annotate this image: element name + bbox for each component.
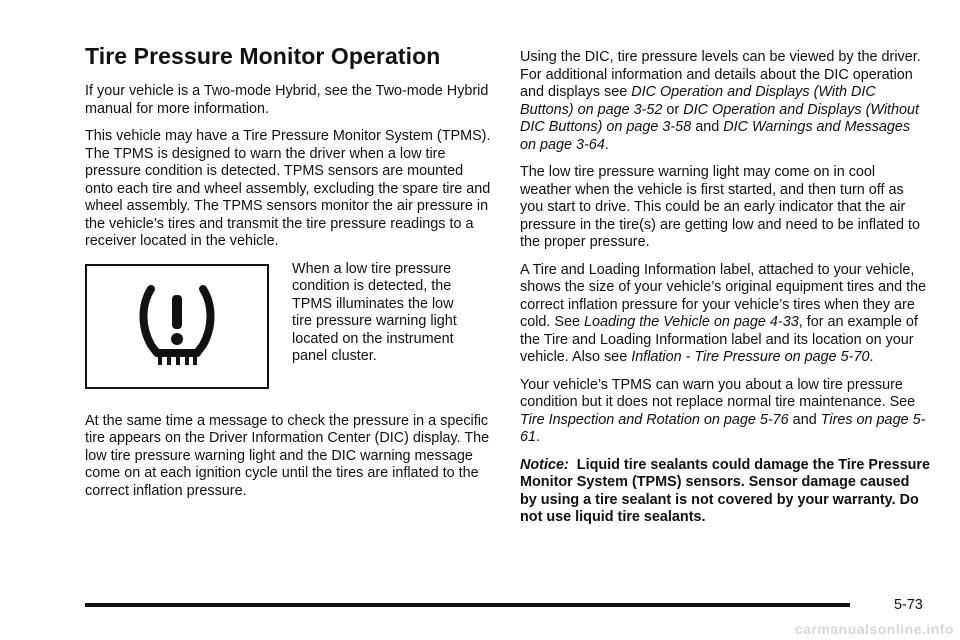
text-run: A Tire and Loading Information label, attached to your vehicle, shows the size of your vehicle’s original equipment tires and the correct inflation pressure for your vehicle’s tires when they are cold. See bbox=[520, 261, 927, 330]
text-run: and bbox=[691, 119, 724, 135]
tpms-warning-light-icon bbox=[85, 264, 269, 389]
ref-tires[interactable]: Tires on page 5-61 bbox=[520, 411, 926, 445]
ref-dic-with-buttons[interactable]: DIC Operation and Displays (With DIC Buttons) on page 3-52 bbox=[520, 84, 876, 118]
text-run: . bbox=[604, 136, 609, 153]
tpms-symbol bbox=[127, 281, 227, 371]
ref-dic-warnings[interactable]: DIC Warnings and Messages on page 3-64 bbox=[520, 119, 911, 153]
page-title: Tire Pressure Monitor Operation bbox=[85, 43, 441, 69]
text-run: . bbox=[536, 429, 541, 445]
dic-message-paragraph: At the same time a message to check the pressure in a specific tire appears on the Driver Information Center (DIC) display. The low tire pressure warning light and the DIC warning message come on at each ignition cycle until the tires are inflated to the correct inflation pressure. bbox=[85, 412, 490, 499]
text-run: Using the DIC, tire pressure levels can be viewed by the driver. For additional information and details about the DIC operation and displays see bbox=[520, 49, 921, 100]
ref-inflation[interactable]: Inflation - Tire Pressure on page 5-70 bbox=[631, 349, 870, 365]
page-number: 5-73 bbox=[894, 597, 923, 613]
notice-paragraph bbox=[520, 457, 930, 527]
footer-rule bbox=[85, 603, 850, 607]
loading-label-paragraph bbox=[520, 262, 930, 367]
dic-paragraph bbox=[520, 49, 930, 154]
hybrid-paragraph: If your vehicle is a Two-mode Hybrid, see the Two-mode Hybrid manual for more information. bbox=[85, 83, 489, 117]
left-column bbox=[85, 42, 492, 510]
cool-weather-paragraph: The low tire pressure warning light may come on in cool weather when the vehicle is first started, and then turn off as you start to drive. This could be an early indicator that the air pressure in the tire(s) are getting low and need to be inflated to the proper pressure. bbox=[520, 164, 920, 250]
warning-light-figure bbox=[85, 261, 492, 389]
text-run: or bbox=[662, 101, 684, 118]
ref-dic-without-buttons[interactable]: DIC Operation and Displays (Without DIC Buttons) on page 3-58 bbox=[520, 101, 920, 135]
tpms-intro-paragraph: This vehicle may have a Tire Pressure Monitor System (TPMS). The TPMS is designed to warn the driver when a low tire pressure condition is detected. TPMS sensors are mounted onto each tire and wheel assembly, excluding the spare tire and wheel assembly. The TPMS sensors monitor the air pressure in the vehicle’s tires and transmit the tire pressure readings to a receiver located in the vehicle. bbox=[85, 128, 491, 249]
figure-caption: When a low tire pressure condition is detected, the TPMS illuminates the low tire pressure warning light located on the instrument panel cluster. bbox=[292, 260, 457, 364]
right-column bbox=[520, 49, 930, 537]
watermark: carmanualsonline.info bbox=[794, 621, 954, 637]
ref-loading-vehicle[interactable]: Loading the Vehicle on page 4-33 bbox=[584, 314, 799, 330]
text-run: and bbox=[788, 411, 821, 428]
text-run: Your vehicle’s TPMS can warn you about a low tire pressure condition but it does not replace normal tire maintenance. See bbox=[520, 376, 916, 410]
notice-text: Liquid tire sealants could damage the Tire Pressure Monitor System (TPMS) sensors. Sensor damage caused by using a tire sealant is not covered by your warranty. Do not use liquid tire sealants. bbox=[520, 456, 930, 525]
text-run: , for an example of the Tire and Loading Information label and its location on your vehicle. Also see bbox=[520, 314, 918, 365]
text-run: . bbox=[869, 349, 874, 365]
ref-tire-inspection[interactable]: Tire Inspection and Rotation on page 5-76 bbox=[520, 411, 789, 428]
notice-label: Notice: bbox=[520, 456, 569, 473]
maintenance-paragraph bbox=[520, 377, 930, 447]
